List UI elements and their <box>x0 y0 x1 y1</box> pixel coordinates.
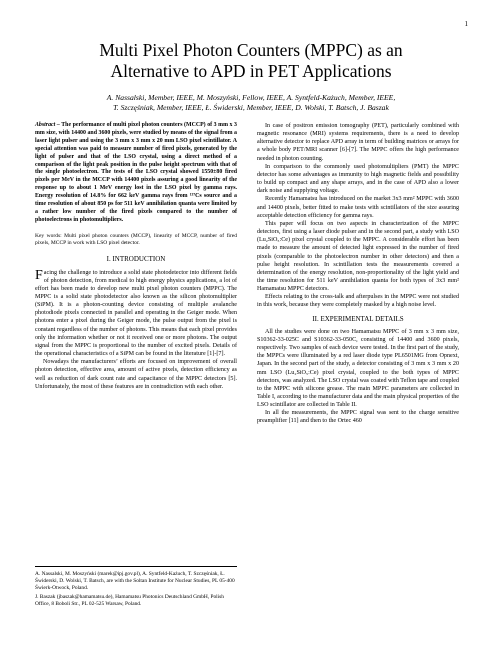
title-line-1: Multi Pixel Photon Counters (MPPC) as an <box>99 40 403 60</box>
page-number: 1 <box>464 20 468 28</box>
intro-paragraph-2: Nowadays the manufacturers’ efforts are focused on improvement of overall photon detection, effective area, amount of active pixels, detection efficiency as well as reduction of dark count rate and capacitance of the MPPC detectors [5]. Unfortunately, the most of these features are in contradiction with each other. <box>35 359 237 390</box>
footnote-affiliation-2: J. Baszak (jbaszak@hamamatsu.de), Hamamatsu Photonics Deutschland GmbH, Polish Office, 8 Boboli Str., PL 02-525 Warsaw, Poland. <box>35 593 224 607</box>
paragraph: In comparison to the commonly used photomultipliers (PMT) the MPPC detector has some advantages as immunity to high magnetic fields and possibility to build up compact and any shape arrays, and in the case of APD also a lower dark noise and supplying voltage. <box>257 163 459 195</box>
abstract-text: The performance of multi pixel photon counters (MCCP) of 3 mm x 3 mm size, with 14400 and 3600 pixels, were studied by means of the signal from a laser light pulser and using the 3 mm x 3 mm x 20 mm LSO pixel scintillator. A special attention was paid to measure number of fired pixels, generated by the light of pulser and that of the LSO crystal, using a direct method of a comparison of the light peak position in the pulse height spectrum with that of the single photoelectron. The tests of the LSO crystal showed 1550±80 fired pixels per MeV in the MCCP with 14400 pixels assuring a good linearity of the response up to about 1 MeV energy lost in the LSO pixel by gamma rays. Energy resolution of 14.8% for 662 keV gamma rays from ¹³⁷Cs source and a time resolution of about 850 ps for 511 keV annihilation quanta were limited by a rather low number of the fired pixels compared to the number of photoelectrons in photomultipliers. <box>35 122 237 223</box>
paragraph: In case of positron emission tomography (PET), particularly combined with magnetic resonance (MRI) systems requirements, there is a need to develop alternative detector to replace APD array in term of building matrices or arrays for a whole body PET/MRI scanner [6]-[7]. The MPPC offers the high performance needed in photon counting. <box>257 123 459 162</box>
authors-line-2: T. Szczęśniak, Member, IEEE, Ł. Świderski, Member, IEEE, D. Wolski, T. Batsch, J. Baszak <box>113 103 389 112</box>
paragraph: This paper will focus on two aspects in characterization of the MPPC detectors, first using a laser diode pulser and in the second part, a study with LSO (Lu₂SiO₅:Ce) pixel crystal coupled to the MPPC. A considerable effort has been made to measure the amount of detected light expressed in the number of fired pixels (comparable to the photoelectron number in other detectors) and then a pulse height resolution. In scintillation tests the measurements covered a determination of the energy resolution, non-proportionality of the light yield and the time resolution for 511 keV annihilation quanta for both types of 3x3 mm² Hamamatsu MPPC detectors. <box>257 220 459 293</box>
paragraph: Recently Hamamatsu has introduced on the market 3x3 mm² MPPC with 3600 and 14400 pixels, better fitted to make tests with scintillators of the size assuring acceptable detection efficiency for gamma rays. <box>257 196 459 219</box>
footnote-affiliation-1: A. Nassalski, M. Moszyński (marek@ipj.gov.pl), A. Syntfeld-Każuch, T. Szczęśniak, Ł. Świderski, D. Wolski, T. Batsch, are with the Soltan Institute for Nuclear Studies, PL 05-400 Świerk-Otwock, Poland. <box>35 571 235 592</box>
paragraph: Effects relating to the cross-talk and afterpulses in the MPPC were not studied in this work, because they were completely masked by a high noise level. <box>257 294 459 309</box>
keywords: Key words: Multi pixel photon counters (MCCP), linearity of MCCP, number of fired pixels, MCCP in work with LSO pixel detector. <box>35 232 237 247</box>
paragraph: In all the measurements, the MPPC signal was sent to the charge sensitive preamplifier [11] and then to the Ortec 460 <box>257 410 459 425</box>
drop-cap: F <box>35 267 43 283</box>
left-column <box>35 122 237 391</box>
authors-line-1: A. Nassalski, Member, IEEE, M. Moszyński, Fellow, IEEE, A. Syntfeld-Każuch, Member, IEEE, <box>106 93 396 102</box>
paragraph: All the studies were done on two Hamamatsu MPPC of 3 mm x 3 mm size, S10362-33-025C and S10362-33-050C, consisting of 14400 and 3600 pixels, respectively. Two samples of each device were tested. In the first part of the study, the MPPCs were illuminated by a red laser diode type PL6501MG from Opnext, Japan. In the second part of the study, a detector consisting of 3 mm x 3 mm x 20 mm LSO (Lu₂SiO₅:Ce) pixel crystal, coupled to the both types of MPPC detectors, was analyzed. The LSO crystal was coated with Teflon tape and coupled to the MPPC with silicone grease. The main MPPC parameters are collected in Table I, according to the manufacturer data and the main physical properties of the LSO scintillator are collected in Table II. <box>257 328 459 409</box>
intro-paragraph-1: Facing the challenge to introduce a solid state photodetector into different fields of photon detection, from medical to high energy physics applications, a lot of effort has been made to develop new multi pixel photon counters (MPPC). The MPPC is a solid state photodetector also known as the silicon photomultiplier (SiPM). It is a photon-counting device consisting of multiple avalanche photodiode pixels connected in parallel and operating in the Geiger mode. When photons enter a pixel during the Geiger mode, the pulse output from the pixel is constant regardless of the number of photons. This means that each pixel provides only the information whether or not it received one or more photons. The output signal from the MPPC is proportional to the number of excited pixels. Details of the operational characteristics of a SiPM can be found in the literature [1]-[7]. <box>35 267 237 358</box>
right-column <box>257 122 459 426</box>
abstract-label: Abstract – <box>35 122 60 128</box>
abstract <box>35 122 237 225</box>
author-footnote <box>35 566 237 609</box>
author-list <box>40 93 462 113</box>
section-heading-introduction: I. INTRODUCTION <box>106 255 166 264</box>
section-heading-experimental: II. EXPERIMENTAL DETAILS <box>312 314 404 323</box>
paper-title <box>0 40 502 82</box>
title-line-2: Alternative to APD in PET Applications <box>110 61 392 81</box>
